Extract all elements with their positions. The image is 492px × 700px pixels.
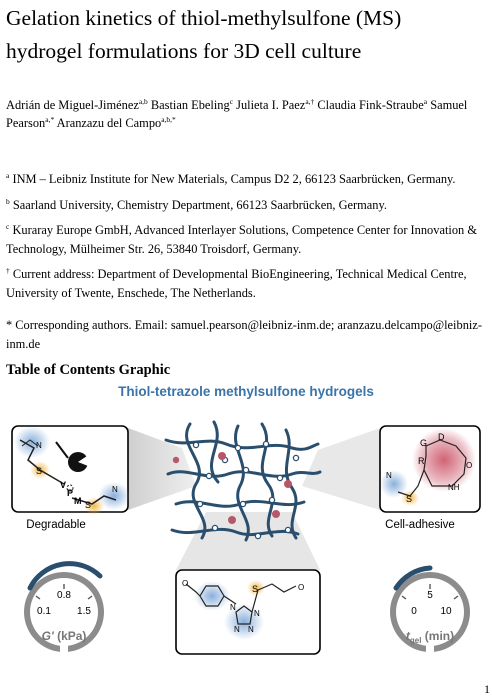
atom-n: N bbox=[248, 625, 254, 634]
affiliation-text: Current address: Department of Developmental BioEngineering, Technical Medical Centre, University of Twente, Enschede, The Netherlands. bbox=[6, 267, 467, 300]
right-zoom-cone bbox=[302, 428, 380, 510]
atom-s: S bbox=[85, 500, 92, 510]
affiliation-mark: b bbox=[6, 197, 10, 206]
affiliation-b bbox=[6, 196, 488, 215]
author-name: Claudia Fink-Straube bbox=[317, 98, 424, 112]
tetrazole-zoom-box bbox=[176, 570, 320, 654]
affiliation-mark: c bbox=[6, 222, 10, 231]
affiliation-a bbox=[6, 170, 488, 189]
degradable-zoom-box bbox=[12, 426, 130, 515]
author-affiliation-mark: a bbox=[423, 97, 428, 106]
gauge-tick-left: 0.1 bbox=[37, 606, 51, 617]
gauge-label bbox=[42, 629, 87, 643]
author-name: Samuel Pearson bbox=[6, 98, 468, 130]
gauge-label-unit: (kPa) bbox=[53, 629, 87, 643]
gauge-label-main: G' bbox=[41, 629, 54, 643]
rgd-letter: D bbox=[438, 432, 445, 442]
left-caption: Degradable bbox=[26, 519, 86, 531]
author-name: Adrián de Miguel-Jiménez bbox=[6, 98, 139, 112]
gauge-tick-top: 0.8 bbox=[57, 590, 71, 601]
affiliation-mark: † bbox=[6, 266, 10, 275]
atom-n: N bbox=[386, 471, 392, 480]
toc-graphic bbox=[0, 400, 492, 682]
gauge-tick-right: 1.5 bbox=[77, 606, 91, 617]
atom-n: N bbox=[254, 609, 260, 618]
affiliation-current-address bbox=[6, 265, 488, 302]
affiliation-text: Saarland University, Chemistry Department, 66123 Saarbrücken, Germany. bbox=[9, 198, 387, 212]
author-affiliation-mark: a,b,* bbox=[161, 115, 176, 124]
author-affiliation-mark: c bbox=[229, 97, 234, 106]
peptide-letter: P bbox=[67, 488, 74, 498]
gauge-label-unit: (min) bbox=[421, 629, 455, 643]
toc-heading: Table of Contents Graphic bbox=[6, 362, 171, 378]
paper-title: Gelation kinetics of thiol-methylsulfone (MS) hydrogel formulations for 3D cell culture bbox=[6, 6, 402, 63]
atom-s: S bbox=[252, 584, 259, 594]
author-name: Bastian Ebeling bbox=[150, 98, 230, 112]
atom-n: N bbox=[234, 625, 240, 634]
affiliation-c bbox=[6, 221, 488, 258]
atom-o: O bbox=[298, 583, 305, 592]
author-affiliation-mark: a,† bbox=[305, 97, 315, 106]
author-name: Julieta I. Paez bbox=[236, 98, 306, 112]
corresponding-authors: * Corresponding authors. Email: samuel.pearson@leibniz-inm.de; aranzazu.delcampo@leibniz-inm.de bbox=[6, 318, 482, 351]
cell-adhesive-zoom-box bbox=[380, 426, 480, 512]
gauge-label-sub: gel bbox=[409, 636, 422, 645]
author-affiliation-mark: a,b bbox=[138, 97, 148, 106]
atom-n: N bbox=[230, 603, 236, 612]
affiliation-text: Kuraray Europe GmbH, Advanced Interlayer Solutions, Competence Center for Innovation & Technology, Mülheimer Str. 26, 53840 Troisdorf, Germany. bbox=[6, 223, 477, 256]
gauge-label-main: t bbox=[405, 629, 410, 643]
affiliation-mark: a bbox=[6, 171, 10, 180]
rgd-letter: R bbox=[418, 456, 425, 466]
atom-nh: NH bbox=[448, 483, 460, 492]
page-number: 1 bbox=[484, 682, 490, 696]
atom-n: N bbox=[112, 485, 118, 494]
bottom-zoom-cone bbox=[176, 512, 320, 570]
gauge-tick-left: 0 bbox=[411, 606, 417, 617]
stiffness-gauge bbox=[24, 564, 104, 656]
gelation-time-gauge bbox=[390, 568, 470, 656]
atom-o: O bbox=[182, 579, 189, 588]
right-caption: Cell-adhesive bbox=[385, 519, 455, 531]
gauge-tick-right: 10 bbox=[440, 606, 452, 617]
atom-s: S bbox=[406, 494, 413, 504]
author-list bbox=[6, 96, 488, 132]
peptide-letter: V bbox=[60, 480, 67, 490]
gauge-tick-top: 5 bbox=[427, 590, 433, 601]
peptide-letter: M bbox=[74, 496, 82, 506]
affiliation-text: INM – Leibniz Institute for New Materials, Campus D2 2, 66123 Saarbrücken, Germany. bbox=[9, 172, 456, 186]
graphic-title: Thiol-tetrazole methylsulfone hydrogels bbox=[118, 384, 374, 399]
atom-s: S bbox=[36, 466, 43, 476]
author-affiliation-mark: a,* bbox=[45, 115, 55, 124]
author-name: Aranzazu del Campo bbox=[56, 116, 162, 130]
atom-o: O bbox=[466, 461, 473, 470]
atom-n: N bbox=[36, 441, 42, 450]
rgd-letter: G bbox=[420, 438, 428, 448]
